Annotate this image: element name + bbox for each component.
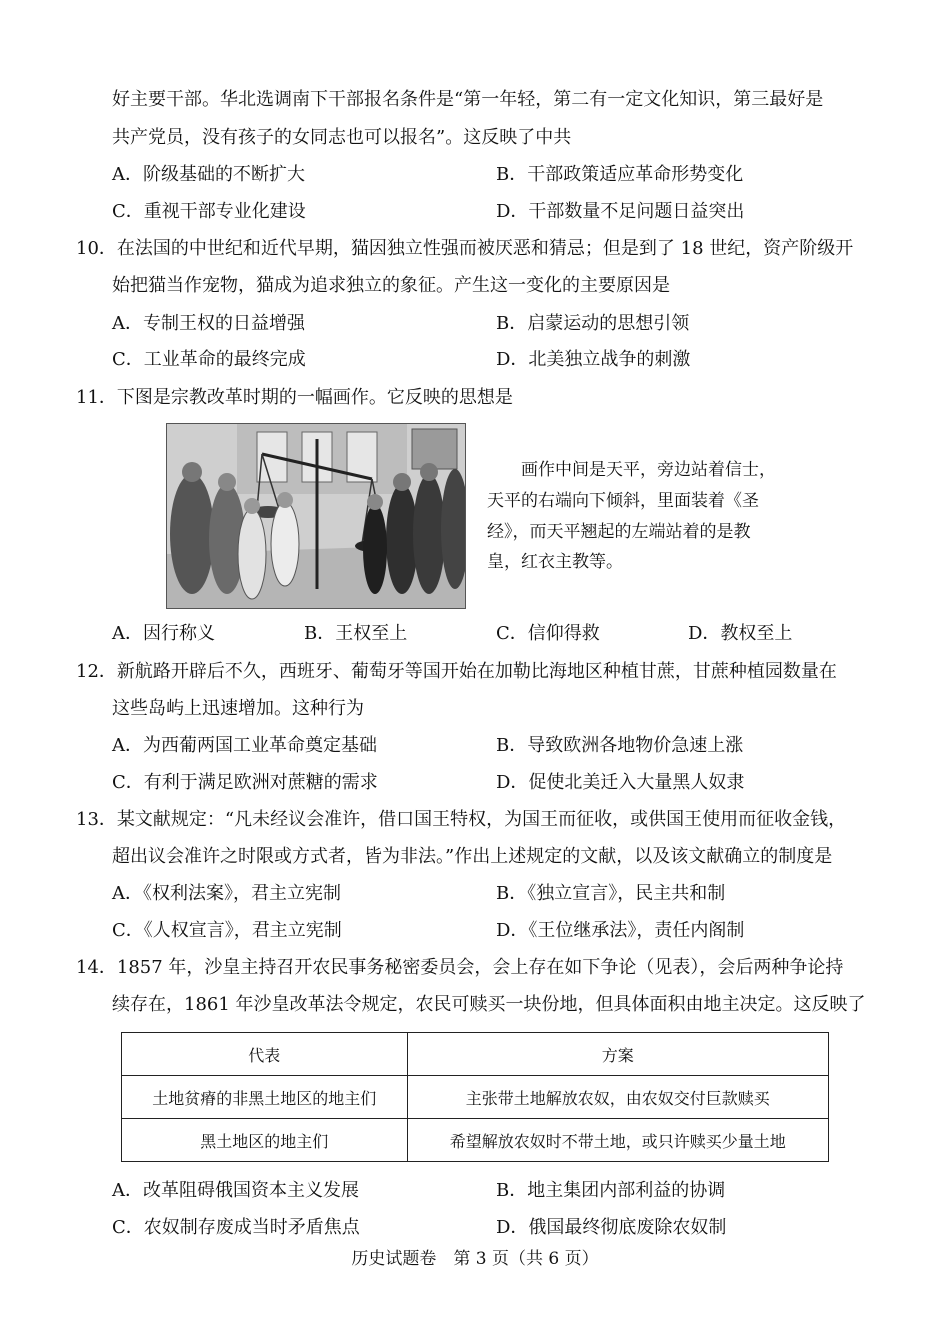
q12-stem-line1: 12．新航路开辟后不久，西班牙、葡萄牙等国开始在加勒比海地区种植甘蔗，甘蔗种植园数量在 bbox=[76, 661, 837, 682]
q13-option-d[interactable]: D．《王位继承法》，责任内阁制 bbox=[496, 920, 745, 941]
q13-option-c[interactable]: C．《人权宣言》，君主立宪制 bbox=[112, 920, 342, 941]
q11-option-a[interactable]: A．因行称义 bbox=[112, 623, 215, 644]
q9-option-b[interactable]: B．干部政策适应革命形势变化 bbox=[496, 164, 744, 185]
table-row bbox=[122, 1076, 829, 1119]
q9-option-a[interactable]: A．阶级基础的不断扩大 bbox=[112, 164, 305, 185]
table-row bbox=[122, 1119, 829, 1162]
table-cell: 主张带土地解放农奴，由农奴交付巨款赎买 bbox=[407, 1076, 828, 1119]
q10-option-a[interactable]: A．专制王权的日益增强 bbox=[112, 313, 305, 334]
q10-option-b[interactable]: B．启蒙运动的思想引领 bbox=[496, 313, 690, 334]
q10-stem-line1: 10．在法国的中世纪和近代早期，猫因独立性强而被厌恶和猜忌；但是到了 18 世纪，资产阶级开 bbox=[76, 238, 854, 259]
table-cell: 希望解放农奴时不带土地，或只许赎买少量土地 bbox=[407, 1119, 828, 1162]
q13-option-b[interactable]: B．《独立宣言》，民主共和制 bbox=[496, 883, 726, 904]
q14-option-d[interactable]: D．俄国最终彻底废除农奴制 bbox=[496, 1217, 727, 1238]
q13-option-a[interactable]: A．《权利法案》，君主立宪制 bbox=[112, 883, 341, 904]
q12-option-a[interactable]: A．为西葡两国工业革命奠定基础 bbox=[112, 735, 377, 756]
table-header-cell: 代表 bbox=[122, 1033, 408, 1076]
q11-caption-line1: 画作中间是天平，旁边站着信士， bbox=[521, 460, 776, 480]
q11-option-b[interactable]: B．王权至上 bbox=[304, 623, 408, 644]
q11-option-c[interactable]: C．信仰得救 bbox=[496, 623, 600, 644]
painting-illustration-icon bbox=[167, 424, 465, 608]
q11-caption-line3: 经》，而天平翘起的左端站着的是教 bbox=[487, 522, 751, 542]
q11-caption-line2: 天平的右端向下倾斜，里面装着《圣 bbox=[487, 491, 759, 511]
table-cell: 黑土地区的地主们 bbox=[122, 1119, 408, 1162]
q10-option-c[interactable]: C．工业革命的最终完成 bbox=[112, 349, 306, 370]
q11-stem-line1: 11．下图是宗教改革时期的一幅画作。它反映的思想是 bbox=[76, 387, 513, 408]
q14-stem-line2: 续存在，1861 年沙皇改革法令规定，农民可赎买一块份地，但具体面积由地主决定。这反映了 bbox=[112, 994, 866, 1015]
table-cell: 土地贫瘠的非黑土地区的地主们 bbox=[122, 1076, 408, 1119]
table-header-row bbox=[122, 1033, 829, 1076]
table-header-cell: 方案 bbox=[407, 1033, 828, 1076]
q9-option-d[interactable]: D．干部数量不足问题日益突出 bbox=[496, 201, 745, 222]
q13-stem-line1: 13．某文献规定：“凡未经议会准许，借口国王特权，为国王而征收，或供国王使用而征收金钱， bbox=[76, 809, 847, 830]
q14-debate-table bbox=[121, 1032, 829, 1162]
q11-caption-line4: 皇，红衣主教等。 bbox=[487, 552, 623, 572]
q11-option-d[interactable]: D．教权至上 bbox=[688, 623, 793, 644]
q10-stem-line2: 始把猫当作宠物，猫成为追求独立的象征。产生这一变化的主要原因是 bbox=[112, 275, 670, 296]
reformation-painting-image bbox=[166, 423, 466, 609]
q9-stem-line1: 好主要干部。华北选调南下干部报名条件是“第一年轻，第二有一定文化知识，第三最好是 bbox=[112, 89, 824, 110]
q12-option-d[interactable]: D．促使北美迁入大量黑人奴隶 bbox=[496, 772, 745, 793]
q9-stem-line2: 共产党员，没有孩子的女同志也可以报名”。这反映了中共 bbox=[112, 127, 572, 148]
q13-stem-line2: 超出议会准许之时限或方式者，皆为非法。”作出上述规定的文献，以及该文献确立的制度是 bbox=[112, 846, 833, 867]
q9-option-c[interactable]: C．重视干部专业化建设 bbox=[112, 201, 306, 222]
q14-option-a[interactable]: A．改革阻碍俄国资本主义发展 bbox=[112, 1180, 359, 1201]
page-footer: 历史试题卷 第 3 页（共 6 页） bbox=[351, 1249, 599, 1269]
q12-stem-line2: 这些岛屿上迅速增加。这种行为 bbox=[112, 698, 364, 719]
q12-option-b[interactable]: B．导致欧洲各地物价急速上涨 bbox=[496, 735, 744, 756]
q14-stem-line1: 14．1857 年，沙皇主持召开农民事务秘密委员会，会上存在如下争论（见表），会后两种争论持 bbox=[76, 957, 844, 978]
q12-option-c[interactable]: C．有利于满足欧洲对蔗糖的需求 bbox=[112, 772, 378, 793]
q14-option-b[interactable]: B．地主集团内部利益的协调 bbox=[496, 1180, 726, 1201]
q10-option-d[interactable]: D．北美独立战争的刺激 bbox=[496, 349, 691, 370]
q14-option-c[interactable]: C．农奴制存废成当时矛盾焦点 bbox=[112, 1217, 360, 1238]
